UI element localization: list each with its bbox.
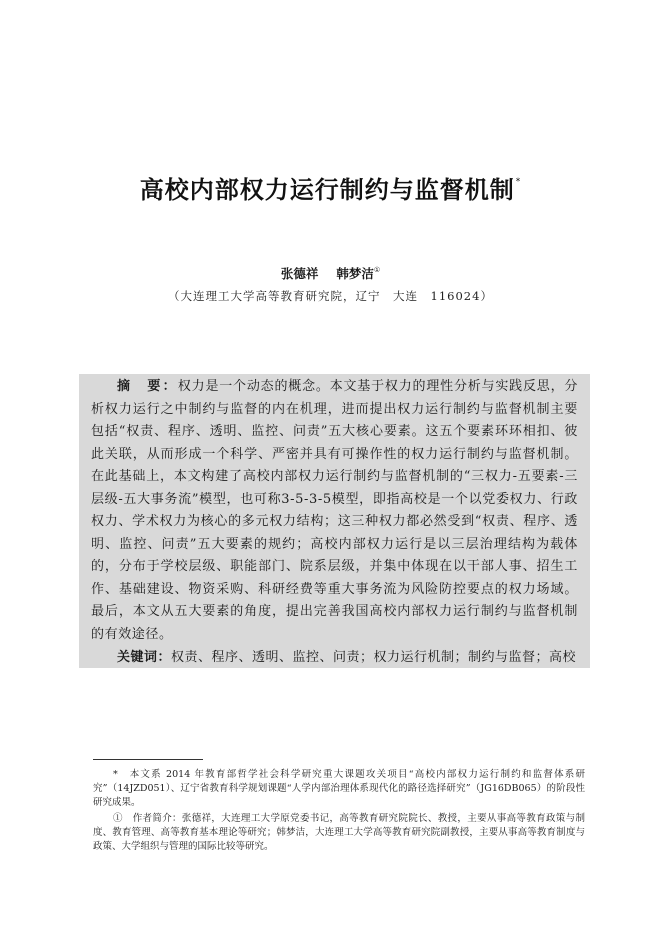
footnote-marker: * <box>113 769 118 780</box>
footnote-text: 本文系 2014 年教育部哲学社会科学研究重大课题攻关项目“高校内部权力运行制约和监督体系研究”（14JZD051）、辽宁省教育科学规划课题“人学内部治理体系现代化的路径选择研究”（JG16DB065）的阶段性研究成果。 <box>93 769 585 808</box>
author-footnote-marker: ① <box>373 266 381 274</box>
footnotes <box>93 768 585 854</box>
author-1: 张德祥 <box>280 266 319 281</box>
paper-title <box>0 170 661 205</box>
abstract-box <box>79 374 590 668</box>
author-2: 韩梦洁 <box>336 266 374 281</box>
abstract <box>91 376 578 646</box>
paper-title-text: 高校内部权力运行制约与监督机制 <box>139 176 515 204</box>
abstract-body: 权力是一个动态的概念。本文基于权力的理性分析与实践反思，分析权力运行之中制约与监督的内在机理，进而提出权力运行制约与监督机制主要包括“权责、程序、透明、监控、问责”五大核心要素。这五个要素环环相扣、彼此关联，从而形成一个科学、严密并具有可操作性的权力运行制约与监督机制。在此基础上，本文构建了高校内部权力运行制约与监督机制的“三权力-五要素-三层级-五大事务流”模型，也可称3-5-3-5模型，即指高校是一个以党委权力、行政权力、学术权力为核心的多元权力结构；这三种权力都必然受到“权责、程序、透明、监控、问责”五大要素的规约；高校内部权力运行是以三层治理结构为载体的，分布于学校层级、职能部门、院系层级，并集中体现在以干部人事、招生工作、基础建设、物资采购、科研经费等重大事务流为风险防控要点的权力场域。最后，本文从五大要素的角度，提出完善我国高校内部权力运行制约与监督机制的有效途径。 <box>91 379 578 642</box>
affiliation: （大连理工大学高等教育研究院，辽宁 大连 116024） <box>168 289 493 303</box>
footnote-funding <box>93 768 585 810</box>
abstract-label: 摘 要： <box>117 379 178 394</box>
footnote-marker: ① <box>113 813 123 824</box>
keywords-body: 权责、程序、透明、监控、问责；权力运行机制；制约与监督；高校 <box>171 650 577 665</box>
footnote-text: 作者简介：张德祥，大连理工大学原党委书记，高等教育研究院院长、教授，主要从事高等教育政策与制度、教育管理、高等教育基本理论等研究；韩梦洁，大连理工大学高等教育研究院副教授，主要从事高等教育制度与政策、大学组织与管理的国际比较等研究。 <box>93 813 585 852</box>
title-footnote-marker: * <box>515 177 522 187</box>
footnote-authors <box>93 812 585 854</box>
footnote-divider <box>93 759 203 760</box>
author-line <box>0 264 661 282</box>
keywords-label: 关键词： <box>117 650 172 665</box>
keywords <box>91 647 578 669</box>
